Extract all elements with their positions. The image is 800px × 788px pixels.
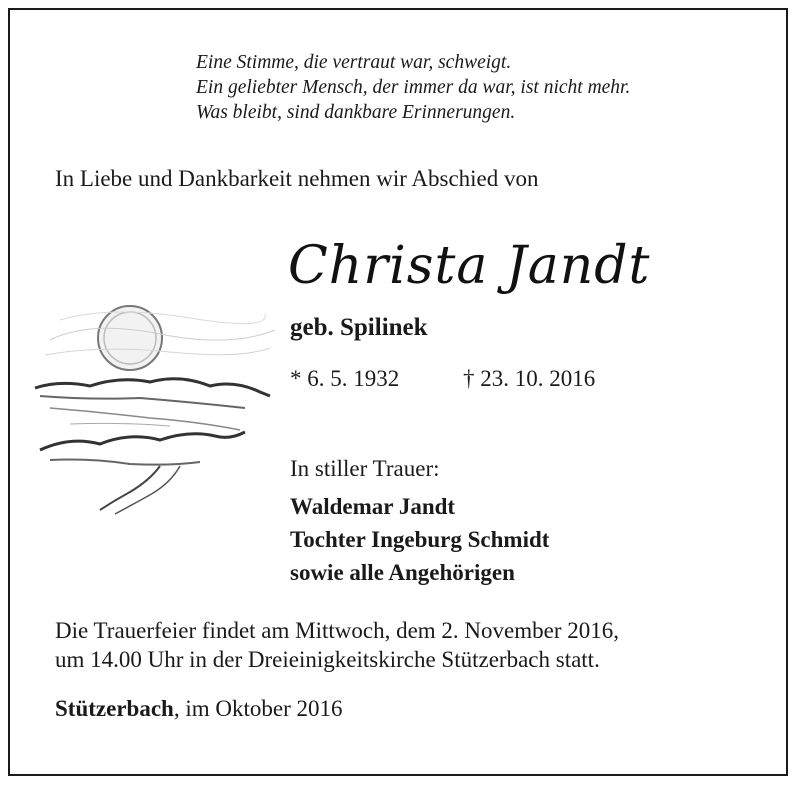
funeral-service-info (55, 616, 619, 674)
mourning-label: In stiller Trauer: (290, 456, 440, 481)
deceased-name: Christa Jandt (288, 236, 651, 296)
mourner-name: Waldemar Jandt (290, 494, 456, 519)
moon-icon (45, 306, 275, 370)
service-line: um 14.00 Uhr in der Dreieinigkeitskirche Stützerbach statt. (55, 647, 600, 672)
maiden-name: geb. Spilinek (290, 314, 428, 341)
death-date: † 23. 10. 2016 (463, 366, 596, 391)
verse-line: Was bleibt, sind dankbare Erinnerungen. (196, 102, 516, 123)
service-line: Die Trauerfeier findet am Mittwoch, dem 2. November 2016, (55, 618, 620, 643)
place-name: Stützerbach (55, 696, 174, 721)
moon-landscape-illustration (30, 300, 280, 520)
birth-date: * 6. 5. 1932 (290, 366, 400, 391)
verse-line: Ein geliebter Mensch, der immer da war, ist nicht mehr. (196, 77, 631, 98)
mourners-list (290, 490, 549, 589)
mourner-name: Tochter Ingeburg Schmidt (290, 527, 550, 552)
memorial-verse (196, 50, 630, 125)
closing-date: , im Oktober 2016 (173, 696, 343, 721)
mourner-name: sowie alle Angehörigen (290, 560, 515, 585)
hills-drawing (35, 379, 270, 514)
verse-line: Eine Stimme, die vertraut war, schweigt. (196, 52, 512, 73)
life-dates (290, 366, 595, 392)
place-and-date (55, 696, 342, 722)
farewell-intro: In Liebe und Dankbarkeit nehmen wir Abschied von (55, 166, 539, 191)
